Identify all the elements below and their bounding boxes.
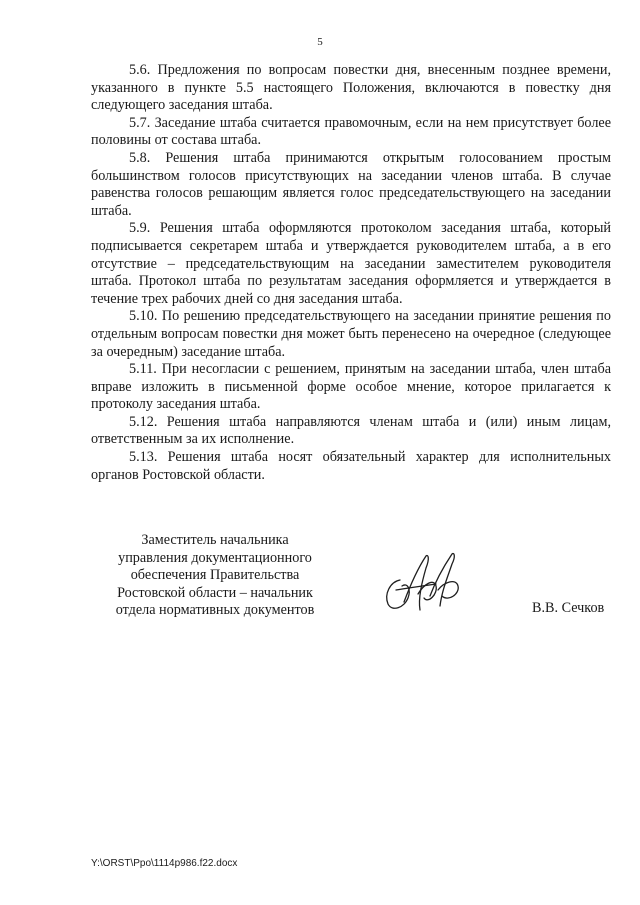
paragraph-5-11: 5.11. При несогласии с решением, принятым на заседании штаба, член штаба вправе изложить в письменной форме особое мнение, которое прилагается к протоколу заседания штаба. xyxy=(91,361,611,413)
file-path-footer: Y:\ORST\Ppo\1114p986.f22.docx xyxy=(91,858,238,869)
handwritten-signature xyxy=(378,546,468,616)
signer-name: В.В. Сечков xyxy=(532,600,605,616)
position-line: обеспечения Правительства xyxy=(130,567,300,584)
document-body xyxy=(91,62,611,484)
paragraph-5-8: 5.8. Решения штаба принимаются открытым голосованием простым большинством голосов присутствующих на заседании членов штаба. В случае равенства голосов решающим является голос председательствующего на заседании штаба. xyxy=(91,149,611,219)
position-line: отдела нормативных документов xyxy=(115,602,315,619)
signatory-position xyxy=(100,532,330,620)
position-line: Заместитель начальника xyxy=(141,532,289,548)
paragraph-5-6: 5.6. Предложения по вопросам повестки дня, внесенным позднее времени, указанного в пункте 5.5 настоящего Положения, включаются в повестку дня следующего заседания штаба. xyxy=(91,62,611,114)
page-number: 5 xyxy=(317,36,323,48)
paragraph-5-10: 5.10. По решению председательствующего на заседании принятие решения по отдельным вопросам повестки дня может быть перенесено на очередное (следующее за очередным) заседание штаба. xyxy=(91,308,611,360)
paragraph-5-7: 5.7. Заседание штаба считается правомочным, если на нем присутствует более половины от состава штаба. xyxy=(91,114,611,149)
position-line: управления документационного xyxy=(118,549,312,566)
position-line: Ростовской области – начальник xyxy=(117,584,313,601)
paragraph-5-12: 5.12. Решения штаба направляются членам штаба и (или) иным лицам, ответственным за их исполнение. xyxy=(91,413,611,448)
paragraph-5-13: 5.13. Решения штаба носят обязательный характер для исполнительных органов Ростовской области. xyxy=(91,449,611,483)
paragraph-5-9: 5.9. Решения штаба оформляются протоколом заседания штаба, который подписывается секретарем штаба и утверждается руководителем штаба, а в его отсутствие – председательствующим на заседании заместителем руководителя штаба. Протокол штаба по результатам заседания оформляется и утверждается в течение трех рабочих дней со дня заседания штаба. xyxy=(91,220,611,307)
